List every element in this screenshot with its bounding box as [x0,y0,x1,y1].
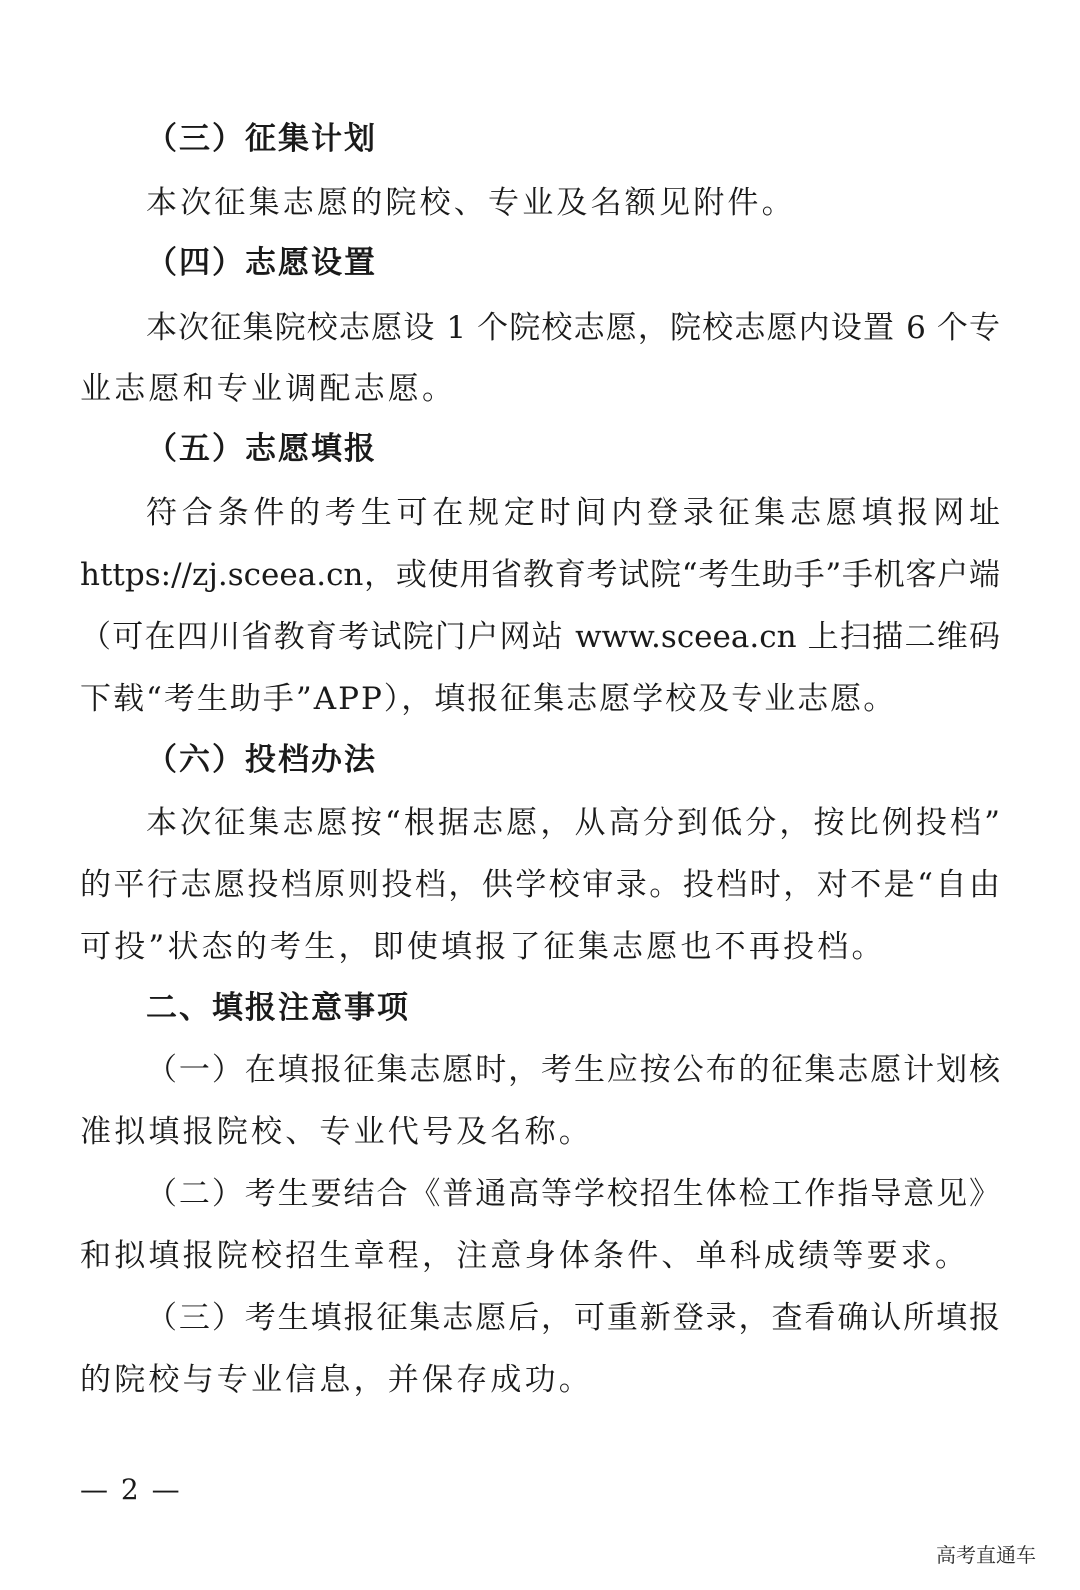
paragraph-line: 和拟填报院校招生章程，注意身体条件、单科成绩等要求。 [80,1238,970,1274]
paragraph-line: 准拟填报院校、专业代号及名称。 [80,1114,593,1150]
paragraph-line: 本次征集志愿按“根据志愿，从高分到低分，按比例投档” [146,805,1000,841]
paragraph-line: （可在四川省教育考试院门户网站 www.sceea.cn 上扫描二维码 [80,619,1000,655]
section-heading-filling: （五）志愿填报 [146,431,377,467]
paragraph-line: 的院校与专业信息，并保存成功。 [80,1362,593,1398]
section-heading-method: （六）投档办法 [146,742,377,778]
paragraph-line: 下载“考生助手”APP），填报征集志愿学校及专业志愿。 [80,681,897,717]
section-heading-settings: （四）志愿设置 [146,245,377,281]
paragraph-line: 本次征集志愿的院校、专业及名额见附件。 [146,185,796,221]
page-number: — 2 — [80,1473,182,1506]
paragraph-line: （二）考生要结合《普通高等学校招生体检工作指导意见》 [146,1176,1000,1212]
paragraph-line: （三）考生填报征集志愿后，可重新登录，查看确认所填报 [146,1300,1000,1336]
section-heading-plan: （三）征集计划 [146,121,377,157]
paragraph-line: 符合条件的考生可在规定时间内登录征集志愿填报网址 [146,495,1000,531]
paragraph-line: https://zj.sceea.cn，或使用省教育考试院“考生助手”手机客户端 [80,557,1000,593]
paragraph-line: 业志愿和专业调配志愿。 [80,371,457,407]
paragraph-line: 可投”状态的考生，即使填报了征集志愿也不再投档。 [80,929,886,965]
watermark-text: 高考直通车 [936,1543,1036,1567]
paragraph-line: （一）在填报征集志愿时，考生应按公布的征集志愿计划核 [146,1052,1000,1088]
paragraph-line: 的平行志愿投档原则投档，供学校审录。投档时，对不是“自由 [80,867,1000,903]
section-heading-notes: 二、填报注意事项 [146,990,410,1026]
paragraph-line: 本次征集院校志愿设 1 个院校志愿，院校志愿内设置 6 个专 [146,310,1000,346]
